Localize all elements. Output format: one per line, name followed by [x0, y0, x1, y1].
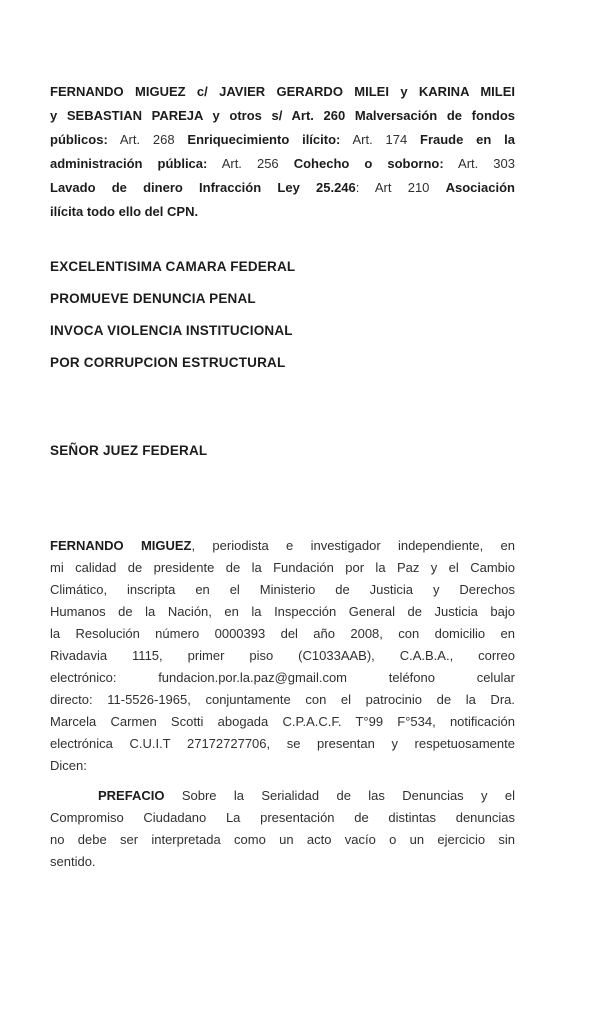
text-run: Humanos de la Nación, en la Inspección General de Justicia bajo	[50, 604, 515, 619]
text-line	[50, 80, 515, 104]
document-content	[50, 80, 515, 873]
case-caption-paragraph	[50, 80, 515, 224]
text-run: Art. 268	[107, 132, 188, 147]
text-run: Climático, inscripta en el Ministerio de Justicia y Derechos	[50, 582, 515, 597]
text-run: Compromiso Ciudadano La presentación de distintas denuncias	[50, 810, 515, 825]
text-line	[50, 200, 515, 224]
presentation-paragraph	[50, 535, 515, 777]
text-line	[50, 711, 515, 733]
text-line	[50, 829, 515, 851]
heading-invoca-violencia-institucional: INVOCA VIOLENCIA INSTITUCIONAL	[50, 323, 293, 338]
text-run: Marcela Carmen Scotti abogada C.P.A.C.F. T°99 F°534, notificación	[50, 714, 515, 729]
text-run: : Art 210	[355, 180, 446, 195]
text-run: la Resolución número 0000393 del año 2008, con domicilio en	[50, 626, 515, 641]
text-run: mi calidad de presidente de la Fundación por la Paz y el Cambio	[50, 560, 515, 575]
heading-excelentisima-camara-federal: EXCELENTISIMA CAMARA FEDERAL	[50, 259, 296, 274]
text-line	[50, 689, 515, 711]
text-line	[50, 557, 515, 579]
text-run: sentido.	[50, 854, 96, 869]
bold-text-run: FERNANDO MIGUEZ	[50, 538, 192, 553]
text-line	[50, 176, 515, 200]
bold-text-run: y SEBASTIAN PAREJA y otros s/ Art. 260 Malversación de fondos	[50, 108, 515, 123]
text-run: electrónica C.U.I.T 27172727706, se presentan y respetuosamente	[50, 736, 515, 751]
text-run: electrónico: fundacion.por.la.paz@gmail.com teléfono celular	[50, 670, 515, 685]
bold-text-run: FERNANDO MIGUEZ c/ JAVIER GERARDO MILEI y KARINA MILEI	[50, 84, 515, 99]
bold-text-run: Enriquecimiento ilícito:	[187, 132, 341, 147]
text-run: Sobre la Serialidad de las Denuncias y el	[164, 788, 515, 803]
text-line	[50, 733, 515, 755]
text-line	[50, 851, 515, 873]
bold-text-run: Fraude en la	[420, 132, 515, 147]
text-line	[50, 104, 515, 128]
bold-text-run: PREFACIO	[98, 788, 165, 803]
bold-text-run: Lavado de dinero Infracción Ley 25.246	[50, 180, 356, 195]
text-line	[50, 535, 515, 557]
text-line	[50, 645, 515, 667]
heading-senor-juez-federal: SEÑOR JUEZ FEDERAL	[50, 443, 208, 458]
bold-text-run: públicos:	[50, 132, 108, 147]
text-run: Art. 174	[340, 132, 420, 147]
bold-text-run: Cohecho o soborno:	[293, 156, 444, 171]
text-run: Rivadavia 1115, primer piso (C1033AAB), C.A.B.A., correo	[50, 648, 515, 663]
text-run: no debe ser interpretada como un acto vacío o un ejercicio sin	[50, 832, 515, 847]
text-line	[50, 601, 515, 623]
text-line	[50, 579, 515, 601]
text-run: Art. 256	[207, 156, 294, 171]
bold-text-run: Asociación	[445, 180, 515, 195]
text-line	[50, 755, 515, 777]
bold-text-run: ilícita todo ello del CPN.	[50, 204, 199, 219]
bold-text-run: administración pública:	[50, 156, 208, 171]
text-run: Dicen:	[50, 758, 87, 773]
text-line	[50, 785, 515, 807]
heading-por-corrupcion-estructural: POR CORRUPCION ESTRUCTURAL	[50, 355, 286, 370]
prefacio-paragraph	[50, 785, 515, 873]
text-line	[50, 807, 515, 829]
text-run: , periodista e investigador independiente, en	[191, 538, 515, 553]
petition-headings	[50, 255, 515, 374]
text-line	[50, 667, 515, 689]
text-line	[50, 152, 515, 176]
text-run: directo: 11-5526-1965, conjuntamente con el patrocinio de la Dra.	[50, 692, 515, 707]
text-run: Art. 303	[443, 156, 515, 171]
text-line	[50, 623, 515, 645]
heading-promueve-denuncia-penal: PROMUEVE DENUNCIA PENAL	[50, 291, 256, 306]
text-line	[50, 128, 515, 152]
